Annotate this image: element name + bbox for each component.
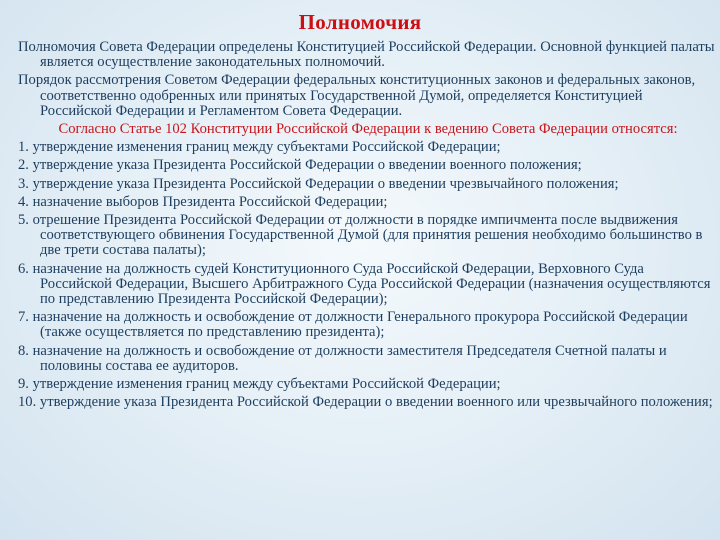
list-item: 8. назначение на должность и освобождение от должности заместителя Председателя Счетной палаты и половины состава ее аудиторов. [18,342,667,374]
list-item: 3. утверждение указа Президента Российской Федерации о введении чрезвычайного положения; [18,175,619,192]
intro-paragraph: Порядок рассмотрения Советом Федерации федеральных конституционных законов и федеральных законов, соответственно одобренных или принятых Государственной Думой, определяется Конституцией Российской Федерации и Регламентом Совета Федерации. [18,72,696,119]
list-item: 10. утверждение указа Президента Российской Федерации о введении военного или чрезвычайного положения; [18,394,713,411]
list-item: 9. утверждение изменения границ между субъектами Российской Федерации; [18,376,501,393]
slide-title: Полномочия [298,10,422,34]
list-item: 7. назначение на должность и освобождение от должности Генерального прокурора Российской Федерации (также осуществляется по представлению президента); [18,309,688,341]
list-item: 6. назначение на должность судей Конституционного Суда Российской Федерации, Верховного Суда Российской Федерации, Высшего Арбитражного Суда Российской Федерации (назначения осуществляются по представлению Президента Российской Федерации); [18,260,711,308]
list-item: 1. утверждение изменения границ между субъектами Российской Федерации; [18,139,501,156]
list-item: 2. утверждение указа Президента Российской Федерации о введении военного положения; [18,157,582,174]
powers-list [18,140,718,410]
list-item: 5. отрешение Президента Российской Федерации от должности в порядке импичмента после выдвижения соответствующего обвинения Государственной Думой (для принятия решения необходимо большинство в две трети состава палаты); [18,212,703,259]
article-highlight: Согласно Статье 102 Конституции Российской Федерации к ведению Совета Федерации относятся: [58,121,678,138]
slide-body [18,40,718,413]
intro-paragraph: Полномочия Совета Федерации определены Конституцией Российской Федерации. Основной функцией палаты является осуществление законодательных полномочий. [18,39,715,71]
list-item: 4. назначение выборов Президента Российской Федерации; [18,193,388,210]
